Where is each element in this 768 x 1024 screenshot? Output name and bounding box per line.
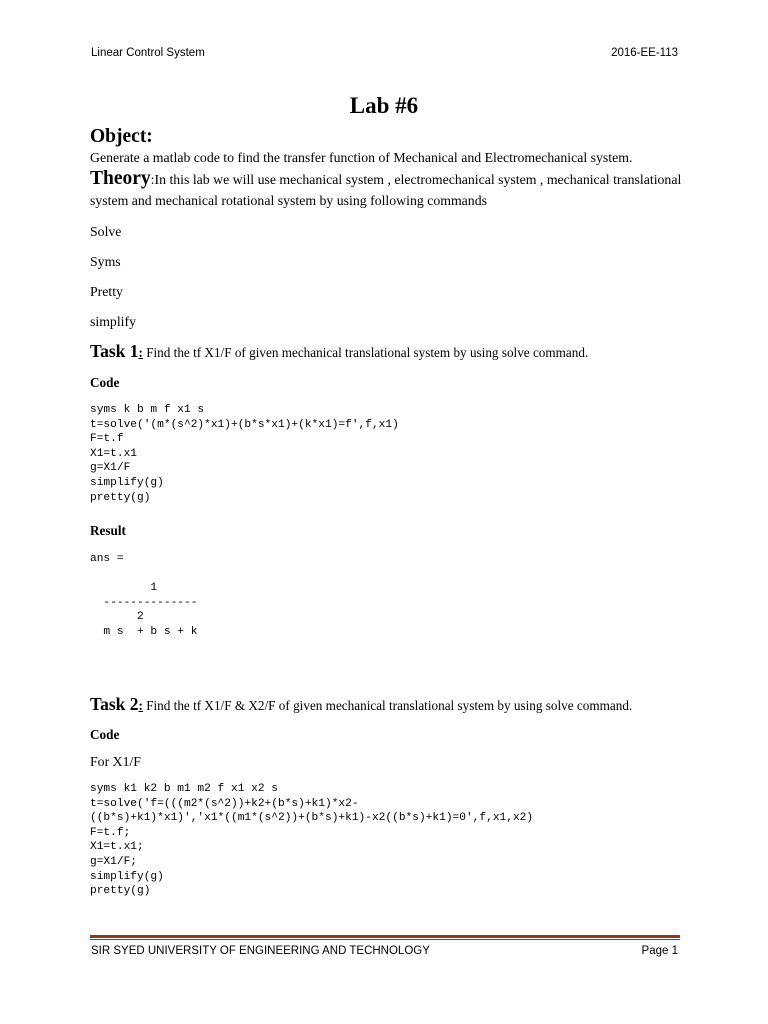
object-heading: Object:	[90, 126, 153, 147]
command-pretty: Pretty	[90, 284, 123, 299]
footer-rule-thin	[90, 939, 680, 940]
command-syms: Syms	[90, 254, 121, 269]
task2-text: Find the tf X1/F & X2/F of given mechanical translational system by using solve command.	[142, 698, 633, 713]
header-student-id: 2016-EE-113	[611, 47, 678, 59]
task1-result-block: ans = 1 -------------- 2 m s + b s + k	[90, 553, 198, 638]
object-text: Generate a matlab code to find the transfer function of Mechanical and Electromechanical system.	[90, 150, 633, 165]
task1-result-heading: Result	[90, 523, 126, 538]
header-course-title: Linear Control System	[91, 47, 205, 59]
command-solve: Solve	[90, 224, 122, 239]
task1-text: Find the tf X1/F of given mechanical translational system by using solve command.	[142, 345, 589, 360]
task1-line	[90, 341, 588, 362]
task1-code-block: syms k b m f x1 s t=solve('(m*(s^2)*x1)+(b*s*x1)+(k*x1)=f',f,x1) F=t.f X1=t.x1 g=X1/F simplify(g) pretty(g)	[90, 404, 399, 504]
lab-title: Lab #6	[349, 93, 419, 118]
task1-colon: :	[138, 345, 143, 360]
command-simplify: simplify	[90, 314, 136, 329]
task2-subheading: For X1/F	[90, 754, 141, 769]
footer-page-number: Page 1	[641, 945, 678, 957]
theory-text: :In this lab we will use mechanical system , electromechanical system , mechanical translational system and mechanical rotational system by using following commands	[90, 172, 682, 208]
task1-code-heading: Code	[90, 375, 120, 390]
task2-code-block: syms k1 k2 b m1 m2 f x1 x2 s t=solve('f=(((m2*(s^2))+k2+(b*s)+k1)*x2- ((b*s)+k1)*x1)','x1*((m1*(s^2))+(b*s)+k1)-x2((b*s)+k1)=0',f,x1,x2) F=t.f; X1=t.x1; g=X1/F; simplify(g) pretty(g)	[90, 783, 534, 898]
footer-university: SIR SYED UNIVERSITY OF ENGINEERING AND TECHNOLOGY	[91, 945, 430, 957]
theory-paragraph	[90, 168, 690, 211]
task2-line	[90, 694, 632, 715]
task2-colon: :	[138, 698, 143, 713]
task2-code-heading: Code	[90, 727, 120, 742]
footer-rule	[90, 935, 680, 938]
theory-heading: Theory	[90, 168, 151, 189]
task2-label: Task 2	[90, 694, 139, 714]
task1-label: Task 1	[90, 341, 139, 361]
